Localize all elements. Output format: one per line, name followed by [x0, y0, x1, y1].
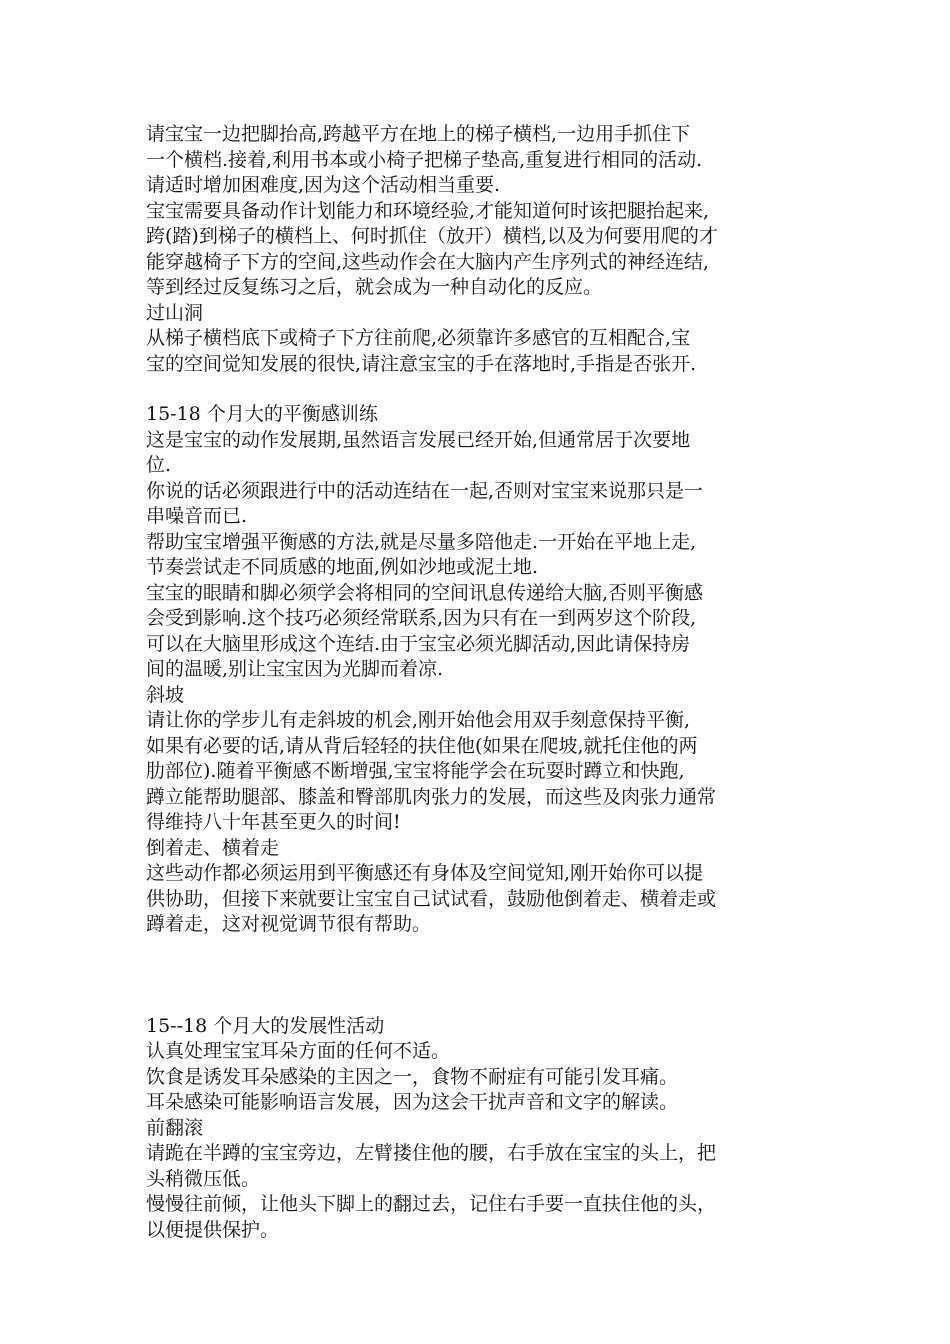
- paragraph: 你说的话必须跟进行中的活动连结在一起,否则对宝宝来说那只是一 串噪音而已.: [146, 479, 704, 527]
- section-heading: 前翻滚: [146, 1116, 204, 1139]
- paragraph: 帮助宝宝增强平衡感的方法,就是尽量多陪他走.一开始在平地上走, 节奏尝试走不同质感的地面,例如沙地或泥土地.: [146, 530, 697, 578]
- spacer: [146, 938, 826, 1014]
- document-page: [146, 122, 826, 1243]
- paragraph: 饮食是诱发耳朵感染的主因之一，食物不耐症有可能引发耳痛。: [146, 1065, 679, 1088]
- paragraph: 这些动作都必须运用到平衡感还有身体及空间觉知,刚开始你可以提 供协助，但接下来就要让宝宝自己试试看，鼓励他倒着走、横着走或 蹲着走，这对视觉调节很有帮助。: [146, 862, 717, 935]
- paragraph: 认真处理宝宝耳朵方面的任何不适。: [146, 1040, 451, 1062]
- paragraph: 宝宝需要具备动作计划能力和环境经验,才能知道何时该把腿抬起来, 跨(踏)到梯子的横档上、何时抓住（放开）横档,以及为何要用爬的才 能穿越椅子下方的空间,这些动作会在大脑内产生序列式的神经连结, 等到经过反复练习之后，就会成为一种自动化的反应。: [146, 199, 718, 298]
- section-heading: 倒着走、横着走: [146, 836, 280, 859]
- section-title: 15--18 个月大的发展性活动: [146, 1014, 385, 1037]
- paragraph: 从梯子横档底下或椅子下方往前爬,必须靠许多感官的互相配合,宝 宝的空间觉知发展的很快,请注意宝宝的手在落地时,手指是否张开.: [146, 327, 697, 375]
- section-heading: 斜坡: [146, 683, 185, 706]
- paragraph: 请让你的学步儿有走斜坡的机会,刚开始他会用双手刻意保持平衡, 如果有必要的话,请从背后轻轻的扶住他(如果在爬坡,就托住他的两 肋部位).随着平衡感不断增强,宝宝将能学会在玩耍时蹲立和快跑, 蹲立能帮助腿部、膝盖和臀部肌肉张力的发展，而这些及肉张力通常 得维持八十年甚至更久的时间!: [146, 709, 717, 833]
- paragraph: 慢慢往前倾，让他头下脚上的翻过去，记住右手要一直扶住他的头， 以便提供保护。: [146, 1193, 717, 1241]
- paragraph: 宝宝的眼睛和脚必须学会将相同的空间讯息传递给大脑,否则平衡感 会受到影响.这个技巧必须经常联系,因为只有在一到两岁这个阶段, 可以在大脑里形成这个连结.由于宝宝必须光脚活动,因此请保持房 间的温暖,别让宝宝因为光脚而着凉.: [146, 581, 704, 680]
- spacer: [146, 377, 826, 402]
- section-title: 15-18 个月大的平衡感训练: [146, 403, 378, 425]
- paragraph: 耳朵感染可能影响语言发展，因为这会干扰声音和文字的解读。: [146, 1091, 679, 1113]
- paragraph: 请宝宝一边把脚抬高,跨越平方在地上的梯子横档,一边用手抓住下 一个横档.接着,利用书本或小椅子把梯子垫高,重复进行相同的活动. 请适时增加困难度,因为这个活动相当重要.: [146, 123, 703, 196]
- paragraph: 这是宝宝的动作发展期,虽然语言发展已经开始,但通常居于次要地 位.: [146, 428, 691, 476]
- paragraph: 请跪在半蹲的宝宝旁边，左臂搂住他的腰，右手放在宝宝的头上，把 头稍微压低。: [146, 1142, 717, 1190]
- section-heading: 过山洞: [146, 301, 204, 324]
